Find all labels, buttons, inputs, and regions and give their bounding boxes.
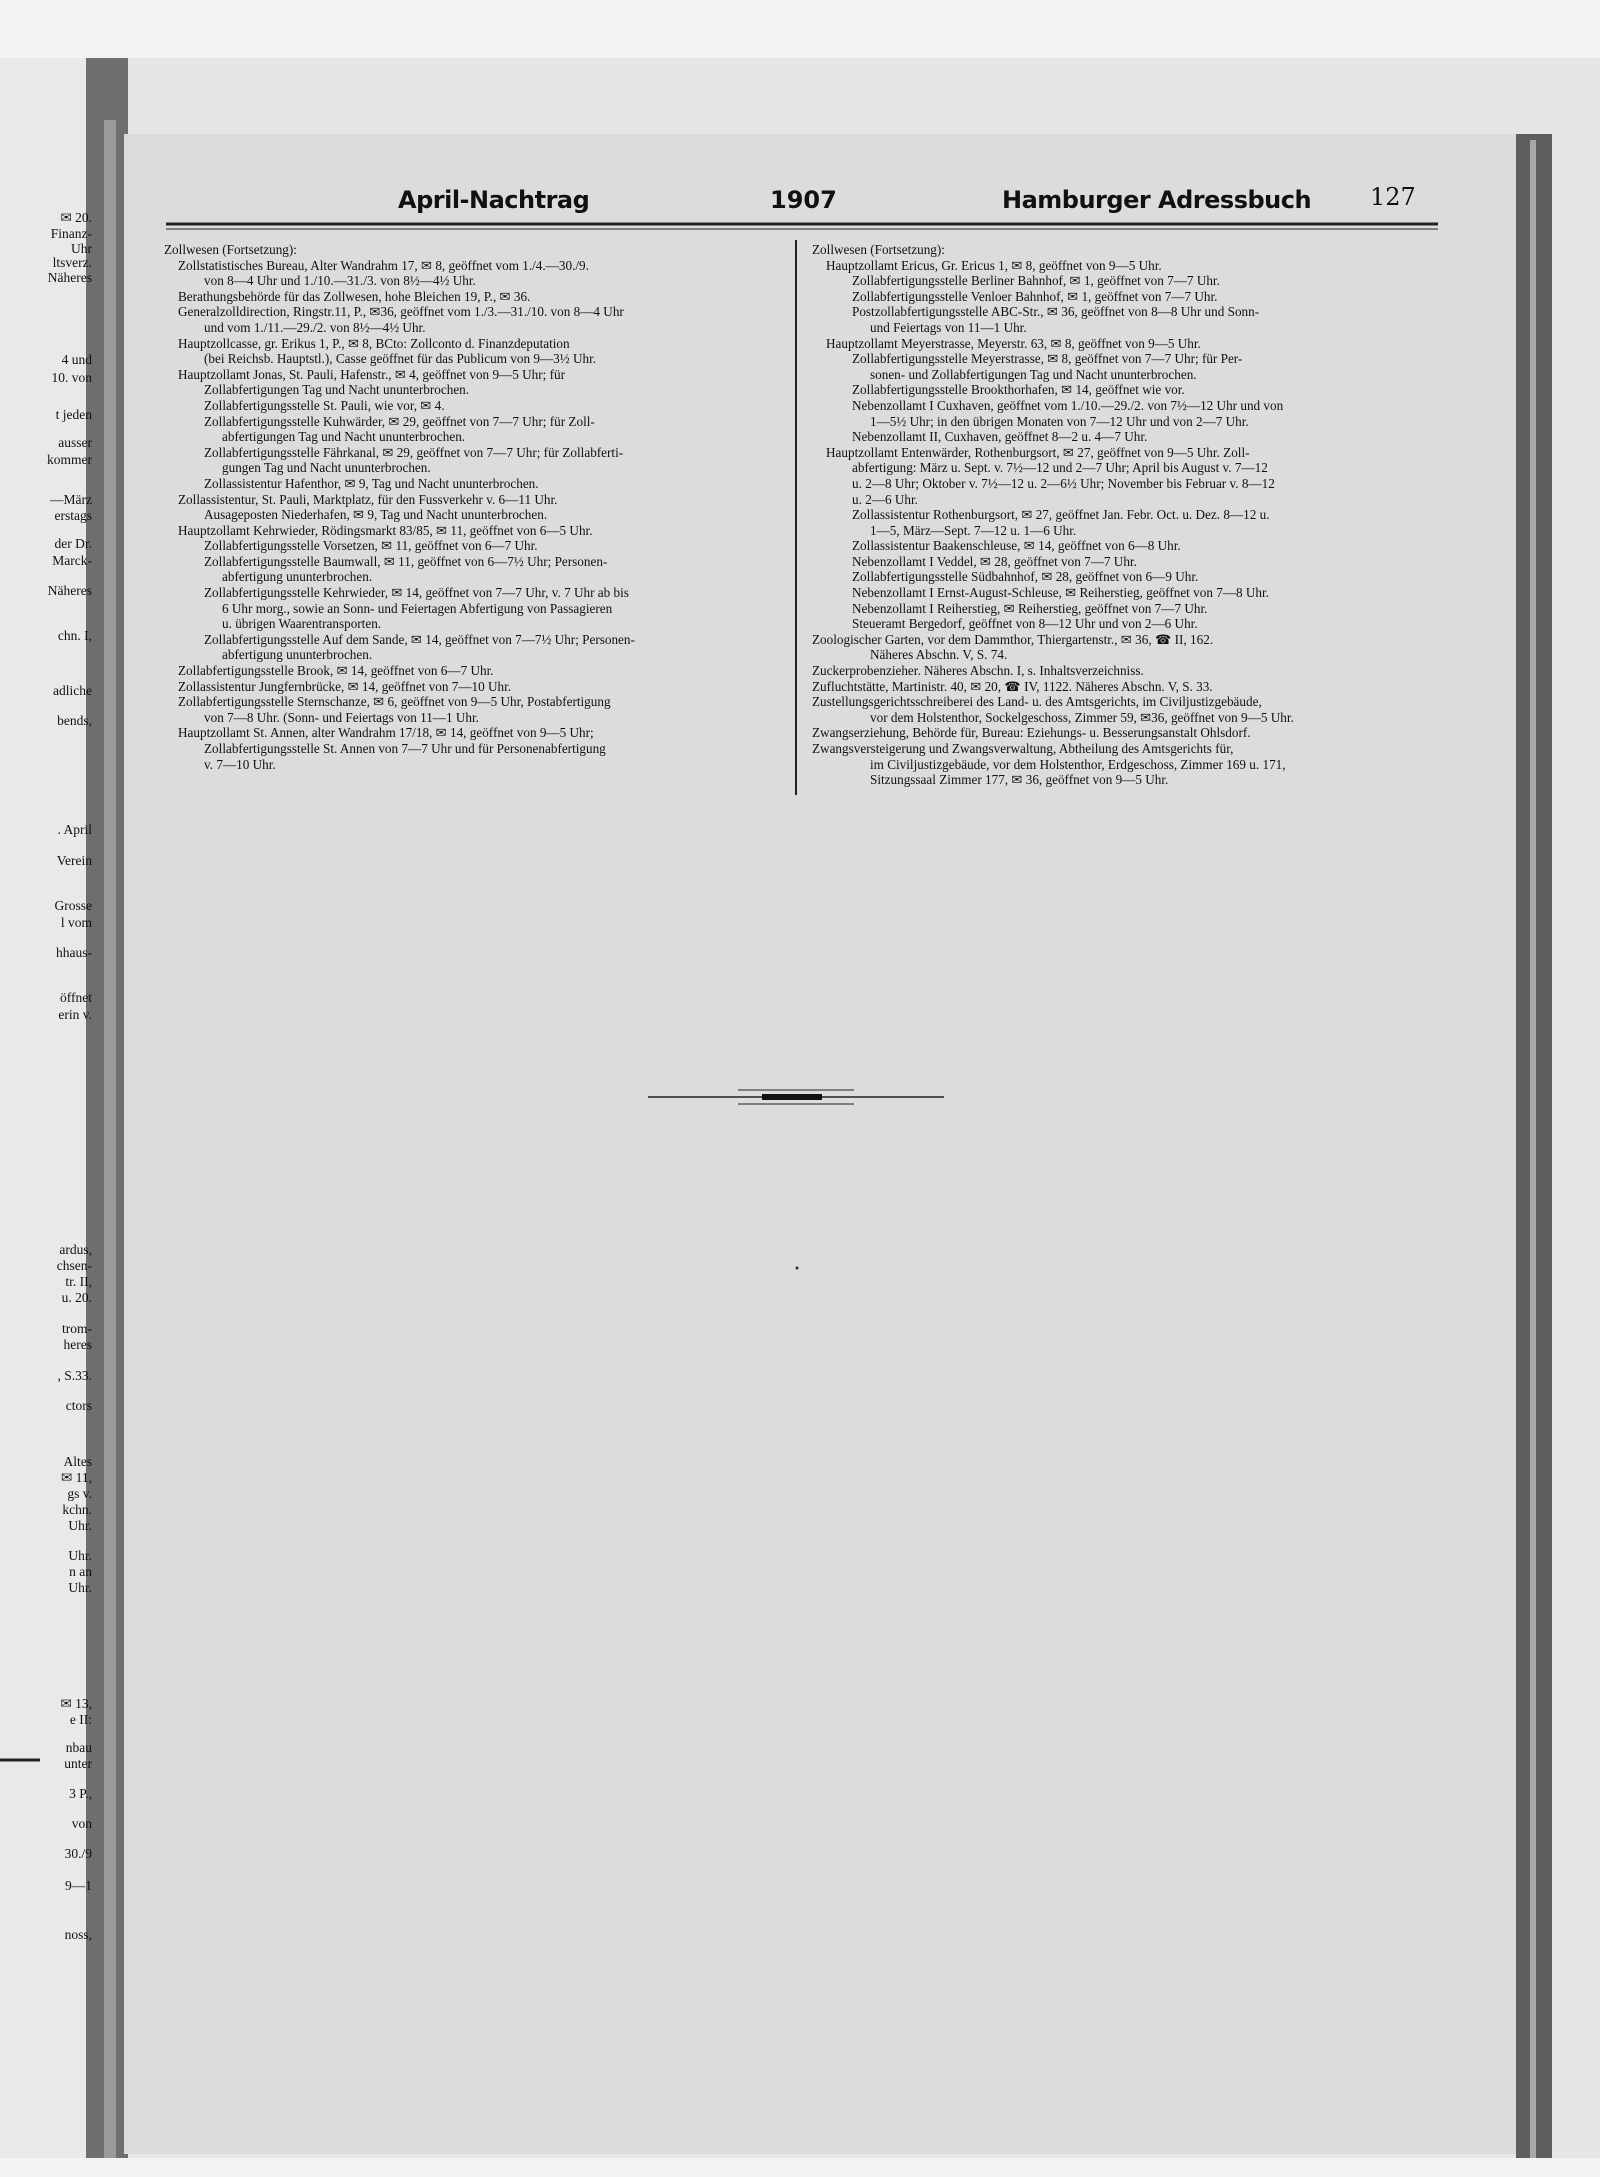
left-page-fragment: Altes <box>63 1454 92 1469</box>
left-page-fragment: bends, <box>57 713 92 728</box>
directory-line: Zollabfertigungsstelle St. Pauli, wie vor, ✉ 4. <box>204 397 445 413</box>
left-page-fragment: chsen- <box>56 1258 92 1273</box>
directory-line: Nebenzollamt I Reiherstieg, ✉ Reiherstieg, geöffnet von 7—7 Uhr. <box>852 600 1208 616</box>
directory-line: (bei Reichsb. Hauptstl.), Casse geöffnet für das Publicum von 9—3½ Uhr. <box>204 351 597 367</box>
gutter-highlight <box>104 120 116 2160</box>
directory-line: Zollabfertigungsstelle Kehrwieder, ✉ 14, geöffnet von 7—7 Uhr, v. 7 Uhr ab bis <box>204 585 629 601</box>
left-page-fragment: Uhr. <box>68 1580 92 1595</box>
directory-line: Hauptzollamt Jonas, St. Pauli, Hafenstr., ✉ 4, geöffnet von 9—5 Uhr; für <box>178 366 565 382</box>
top-white-band <box>0 0 1600 58</box>
directory-line: sonen- und Zollabfertigungen Tag und Nacht ununterbrochen. <box>870 366 1197 382</box>
directory-line: 1—5, März—Sept. 7—12 u. 1—6 Uhr. <box>870 522 1077 538</box>
left-page-fragment: 4 und <box>61 352 92 367</box>
left-page-fragment: kchn. <box>62 1502 92 1517</box>
left-page-fragment: noss, <box>64 1927 92 1942</box>
left-page-fragment: nbau <box>65 1740 92 1755</box>
directory-line: Berathungsbehörde für das Zollwesen, hohe Bleichen 19, P., ✉ 36. <box>178 288 531 304</box>
directory-line: Nebenzollamt II, Cuxhaven, geöffnet 8—2 u. 4—7 Uhr. <box>852 429 1148 445</box>
left-page-fragment: kommer <box>47 452 92 467</box>
left-page-fragment: e II: <box>69 1712 92 1727</box>
directory-line: Zollabfertigungsstelle Brook, ✉ 14, geöffnet von 6—7 Uhr. <box>178 663 494 679</box>
left-page-fragment: hhaus- <box>56 945 92 960</box>
page-edge-highlight <box>1530 140 1536 2160</box>
directory-line: Zollassistentur Baakenschleuse, ✉ 14, geöffnet von 6—8 Uhr. <box>852 538 1181 554</box>
stray-mark <box>796 1267 799 1270</box>
right-column <box>812 242 1440 788</box>
directory-line: Hauptzollamt Meyerstrasse, Meyerstr. 63, ✉ 8, geöffnet von 9—5 Uhr. <box>826 335 1201 351</box>
directory-line: abfertigung ununterbrochen. <box>222 569 373 585</box>
left-page-fragment: Näheres <box>47 270 92 285</box>
left-page-fragment: Marck- <box>52 553 92 568</box>
left-page-fragment: tr. II, <box>65 1274 92 1289</box>
left-page-fragment: —März <box>50 492 92 507</box>
directory-line: Zollassistentur Hafenthor, ✉ 9, Tag und Nacht ununterbrochen. <box>204 475 539 491</box>
directory-line: und Feiertags von 11—1 Uhr. <box>870 319 1027 335</box>
directory-line: Hauptzollamt St. Annen, alter Wandrahm 17/18, ✉ 14, geöffnet von 9—5 Uhr; <box>178 725 594 741</box>
left-page-fragment: 3 P., <box>69 1786 92 1801</box>
directory-line: Zwangsversteigerung und Zwangsverwaltung, Abtheilung des Amtsgerichts für, <box>812 741 1234 756</box>
directory-line: Näheres Abschn. V, S. 74. <box>870 647 1008 663</box>
directory-line: Zollabfertigungsstelle Kuhwärder, ✉ 29, geöffnet von 7—7 Uhr; für Zoll- <box>204 413 595 429</box>
directory-line: u. 2—6 Uhr. <box>852 491 918 507</box>
directory-line: Zollabfertigungsstelle Berliner Bahnhof, ✉ 1, geöffnet von 7—7 Uhr. <box>852 273 1220 289</box>
directory-line: Zollassistentur, St. Pauli, Marktplatz, für den Fussverkehr v. 6—11 Uhr. <box>178 491 558 507</box>
left-page-fragment: Finanz- <box>50 226 92 241</box>
directory-line: Zufluchtstätte, Martinistr. 40, ✉ 20, ☎ IV, 1122. Näheres Abschn. V, S. 33. <box>812 678 1213 694</box>
left-page-fragment: ✉ 13, <box>60 1696 92 1711</box>
directory-line: Zollabfertigungsstelle Auf dem Sande, ✉ 14, geöffnet von 7—7½ Uhr; Personen- <box>204 631 635 647</box>
directory-line: 1—5½ Uhr; in den übrigen Monaten von 7—12 Uhr und von 2—7 Uhr. <box>870 413 1249 429</box>
page-number: 127 <box>1370 183 1416 211</box>
directory-line: Generalzolldirection, Ringstr.11, P., ✉36, geöffnet vom 1./3.—31./10. von 8—4 Uhr <box>178 304 624 320</box>
left-page-fragment: adliche <box>53 683 92 698</box>
directory-line: Hauptzollamt Ericus, Gr. Ericus 1, ✉ 8, geöffnet von 9—5 Uhr. <box>826 257 1162 273</box>
left-page-fragment: unter <box>64 1756 92 1771</box>
left-page-fragment: ✉ 11, <box>60 1470 92 1485</box>
directory-line: Zollwesen (Fortsetzung): <box>812 242 945 257</box>
directory-line: Zollabfertigungsstelle Venloer Bahnhof, ✉ 1, geöffnet von 7—7 Uhr. <box>852 288 1218 304</box>
directory-line: Zollassistentur Rothenburgsort, ✉ 27, geöffnet Jan. Febr. Oct. u. Dez. 8—12 u. <box>852 507 1270 523</box>
left-column <box>164 242 792 772</box>
left-page-fragment: n an <box>69 1564 92 1579</box>
left-page-fragment: 30./9 <box>64 1846 92 1861</box>
directory-line: u. übrigen Waarentransporten. <box>222 616 382 632</box>
directory-line: v. 7—10 Uhr. <box>204 756 276 772</box>
left-page-fragment: t jeden <box>55 407 92 422</box>
directory-line: Zollabfertigungen Tag und Nacht ununterbrochen. <box>204 382 470 398</box>
directory-line: und vom 1./11.—29./2. von 8½—4½ Uhr. <box>204 319 426 335</box>
directory-line: Steueramt Bergedorf, geöffnet von 8—12 Uhr und von 2—6 Uhr. <box>852 616 1198 632</box>
directory-line: Zollabfertigungsstelle Sternschanze, ✉ 6, geöffnet von 9—5 Uhr, Postabfertigung <box>178 694 611 710</box>
left-page-fragment: trom- <box>62 1321 92 1336</box>
left-page-fragment: Uhr. <box>68 1518 92 1533</box>
directory-line: gungen Tag und Nacht ununterbrochen. <box>222 460 431 476</box>
directory-line: Hauptzollamt Kehrwieder, Rödingsmarkt 83/85, ✉ 11, geöffnet von 6—5 Uhr. <box>178 522 593 538</box>
directory-line: Zollabfertigungsstelle Brookthorhafen, ✉ 14, geöffnet wie vor. <box>852 382 1185 398</box>
directory-line: Zollabfertigungsstelle Vorsetzen, ✉ 11, geöffnet von 6—7 Uhr. <box>204 538 538 554</box>
directory-line: Zollabfertigungsstelle Baumwall, ✉ 11, geöffnet von 6—7½ Uhr; Personen- <box>204 553 608 569</box>
left-page-fragment: Verein <box>56 853 92 868</box>
left-page-fragment: heres <box>63 1337 92 1352</box>
directory-line: Postzollabfertigungsstelle ABC-Str., ✉ 36, geöffnet von 8—8 Uhr und Sonn- <box>852 304 1260 320</box>
directory-line: Zollwesen (Fortsetzung): <box>164 242 297 257</box>
left-page-fragment: Näheres <box>47 583 92 598</box>
left-page-fragment: ltsverz. <box>52 255 92 270</box>
bottom-white-band <box>0 2158 1600 2177</box>
directory-line: Zollabfertigungsstelle St. Annen von 7—7 Uhr und für Personenabfertigung <box>204 741 606 756</box>
directory-line: Zollabfertigungsstelle Südbahnhof, ✉ 28, geöffnet von 6—9 Uhr. <box>852 569 1199 585</box>
directory-line: Zustellungsgerichtsschreiberei des Land- u. des Amtsgerichts, im Civiljustizgebäude, <box>812 694 1262 710</box>
left-page-fragment: ausser <box>58 435 92 450</box>
left-page-fragment: ctors <box>65 1398 92 1413</box>
directory-line: abfertigungen Tag und Nacht ununterbrochen. <box>222 429 466 445</box>
directory-line: abfertigung ununterbrochen. <box>222 647 373 663</box>
left-page-fragment: Grosse <box>54 898 92 913</box>
left-page-fragment: ✉ 20. <box>60 210 92 225</box>
directory-line: 6 Uhr morg., sowie an Sonn- und Feiertagen Abfertigung von Passagieren <box>222 600 613 616</box>
left-page-fragment: erin v. <box>58 1007 92 1022</box>
left-page-fragment: . April <box>57 822 92 837</box>
directory-line: Nebenzollamt I Cuxhaven, geöffnet vom 1./10.—29./2. von 7½—12 Uhr und von <box>852 397 1284 413</box>
left-page-fragment: , S.33. <box>57 1368 92 1383</box>
directory-line: Sitzungssaal Zimmer 177, ✉ 36, geöffnet von 9—5 Uhr. <box>870 772 1169 788</box>
directory-line: im Civiljustizgebäude, vor dem Holstenthor, Erdgeschoss, Zimmer 169 u. 171, <box>870 756 1286 772</box>
left-page-fragment: Uhr. <box>68 1548 92 1563</box>
left-page-fragment: der Dr. <box>54 536 92 551</box>
directory-line: Ausageposten Niederhafen, ✉ 9, Tag und Nacht ununterbrochen. <box>204 507 548 523</box>
directory-line: Zollassistentur Jungfernbrücke, ✉ 14, geöffnet von 7—10 Uhr. <box>178 678 512 694</box>
directory-line: Zollabfertigungsstelle Meyerstrasse, ✉ 8, geöffnet von 7—7 Uhr; für Per- <box>852 351 1243 367</box>
left-page-fragment: gs v. <box>67 1486 92 1501</box>
directory-line: Zoologischer Garten, vor dem Dammthor, Thiergartenstr., ✉ 36, ☎ II, 162. <box>812 631 1214 647</box>
left-page-fragment: 9—1 <box>65 1878 92 1893</box>
directory-line: Nebenzollamt I Ernst-August-Schleuse, ✉ Reiherstieg, geöffnet von 7—8 Uhr. <box>852 585 1269 601</box>
left-page-fragment: Uhr <box>71 241 92 256</box>
running-title-left: April-Nachtrag <box>398 186 590 214</box>
directory-line: Zwangserziehung, Behörde für, Bureau: Eziehungs- u. Besserungsanstalt Ohlsdorf. <box>812 725 1251 741</box>
left-page-fragment: erstags <box>54 508 92 523</box>
directory-line: Zollabfertigungsstelle Fährkanal, ✉ 29, geöffnet von 7—7 Uhr; für Zollabferti- <box>204 444 624 460</box>
directory-line: Hauptzollcasse, gr. Erikus 1, P., ✉ 8, BCto: Zollconto d. Finanzdeputation <box>178 335 570 351</box>
directory-line: vor dem Holstenthor, Sockelgeschoss, Zimmer 59, ✉36, geöffnet von 9—5 Uhr. <box>870 709 1294 725</box>
left-page-fragment: öffnet <box>60 990 92 1005</box>
directory-line: von 7—8 Uhr. (Sonn- und Feiertags von 11—1 Uhr. <box>204 709 479 725</box>
page-year: 1907 <box>770 186 837 214</box>
directory-line: u. 2—8 Uhr; Oktober v. 7½—12 u. 2—6½ Uhr; November bis Februar v. 8—12 <box>852 475 1275 491</box>
directory-line: Hauptzollamt Entenwärder, Rothenburgsort, ✉ 27, geöffnet von 9—5 Uhr. Zoll- <box>826 444 1250 460</box>
directory-line: Zollstatistisches Bureau, Alter Wandrahm 17, ✉ 8, geöffnet vom 1./4.—30./9. <box>178 257 589 273</box>
left-page-fragment: ardus, <box>59 1242 92 1257</box>
running-title-right: Hamburger Adressbuch <box>1002 186 1312 214</box>
directory-line: Nebenzollamt I Veddel, ✉ 28, geöffnet von 7—7 Uhr. <box>852 553 1137 569</box>
directory-line: abfertigung: März u. Sept. v. 7½—12 und 2—7 Uhr; April bis August v. 7—12 <box>852 460 1268 476</box>
directory-line: Zuckerprobenzieher. Näheres Abschn. I, s. Inhaltsverzeichniss. <box>812 663 1144 679</box>
left-page-fragment: u. 20. <box>61 1290 92 1305</box>
directory-line: von 8—4 Uhr und 1./10.—31./3. von 8½—4½ Uhr. <box>204 273 476 289</box>
left-page-fragment: l vom <box>60 915 92 930</box>
left-page-fragment: 10. von <box>51 370 92 385</box>
left-page-fragment: von <box>71 1816 92 1831</box>
left-page-fragment: chn. I, <box>57 628 92 643</box>
